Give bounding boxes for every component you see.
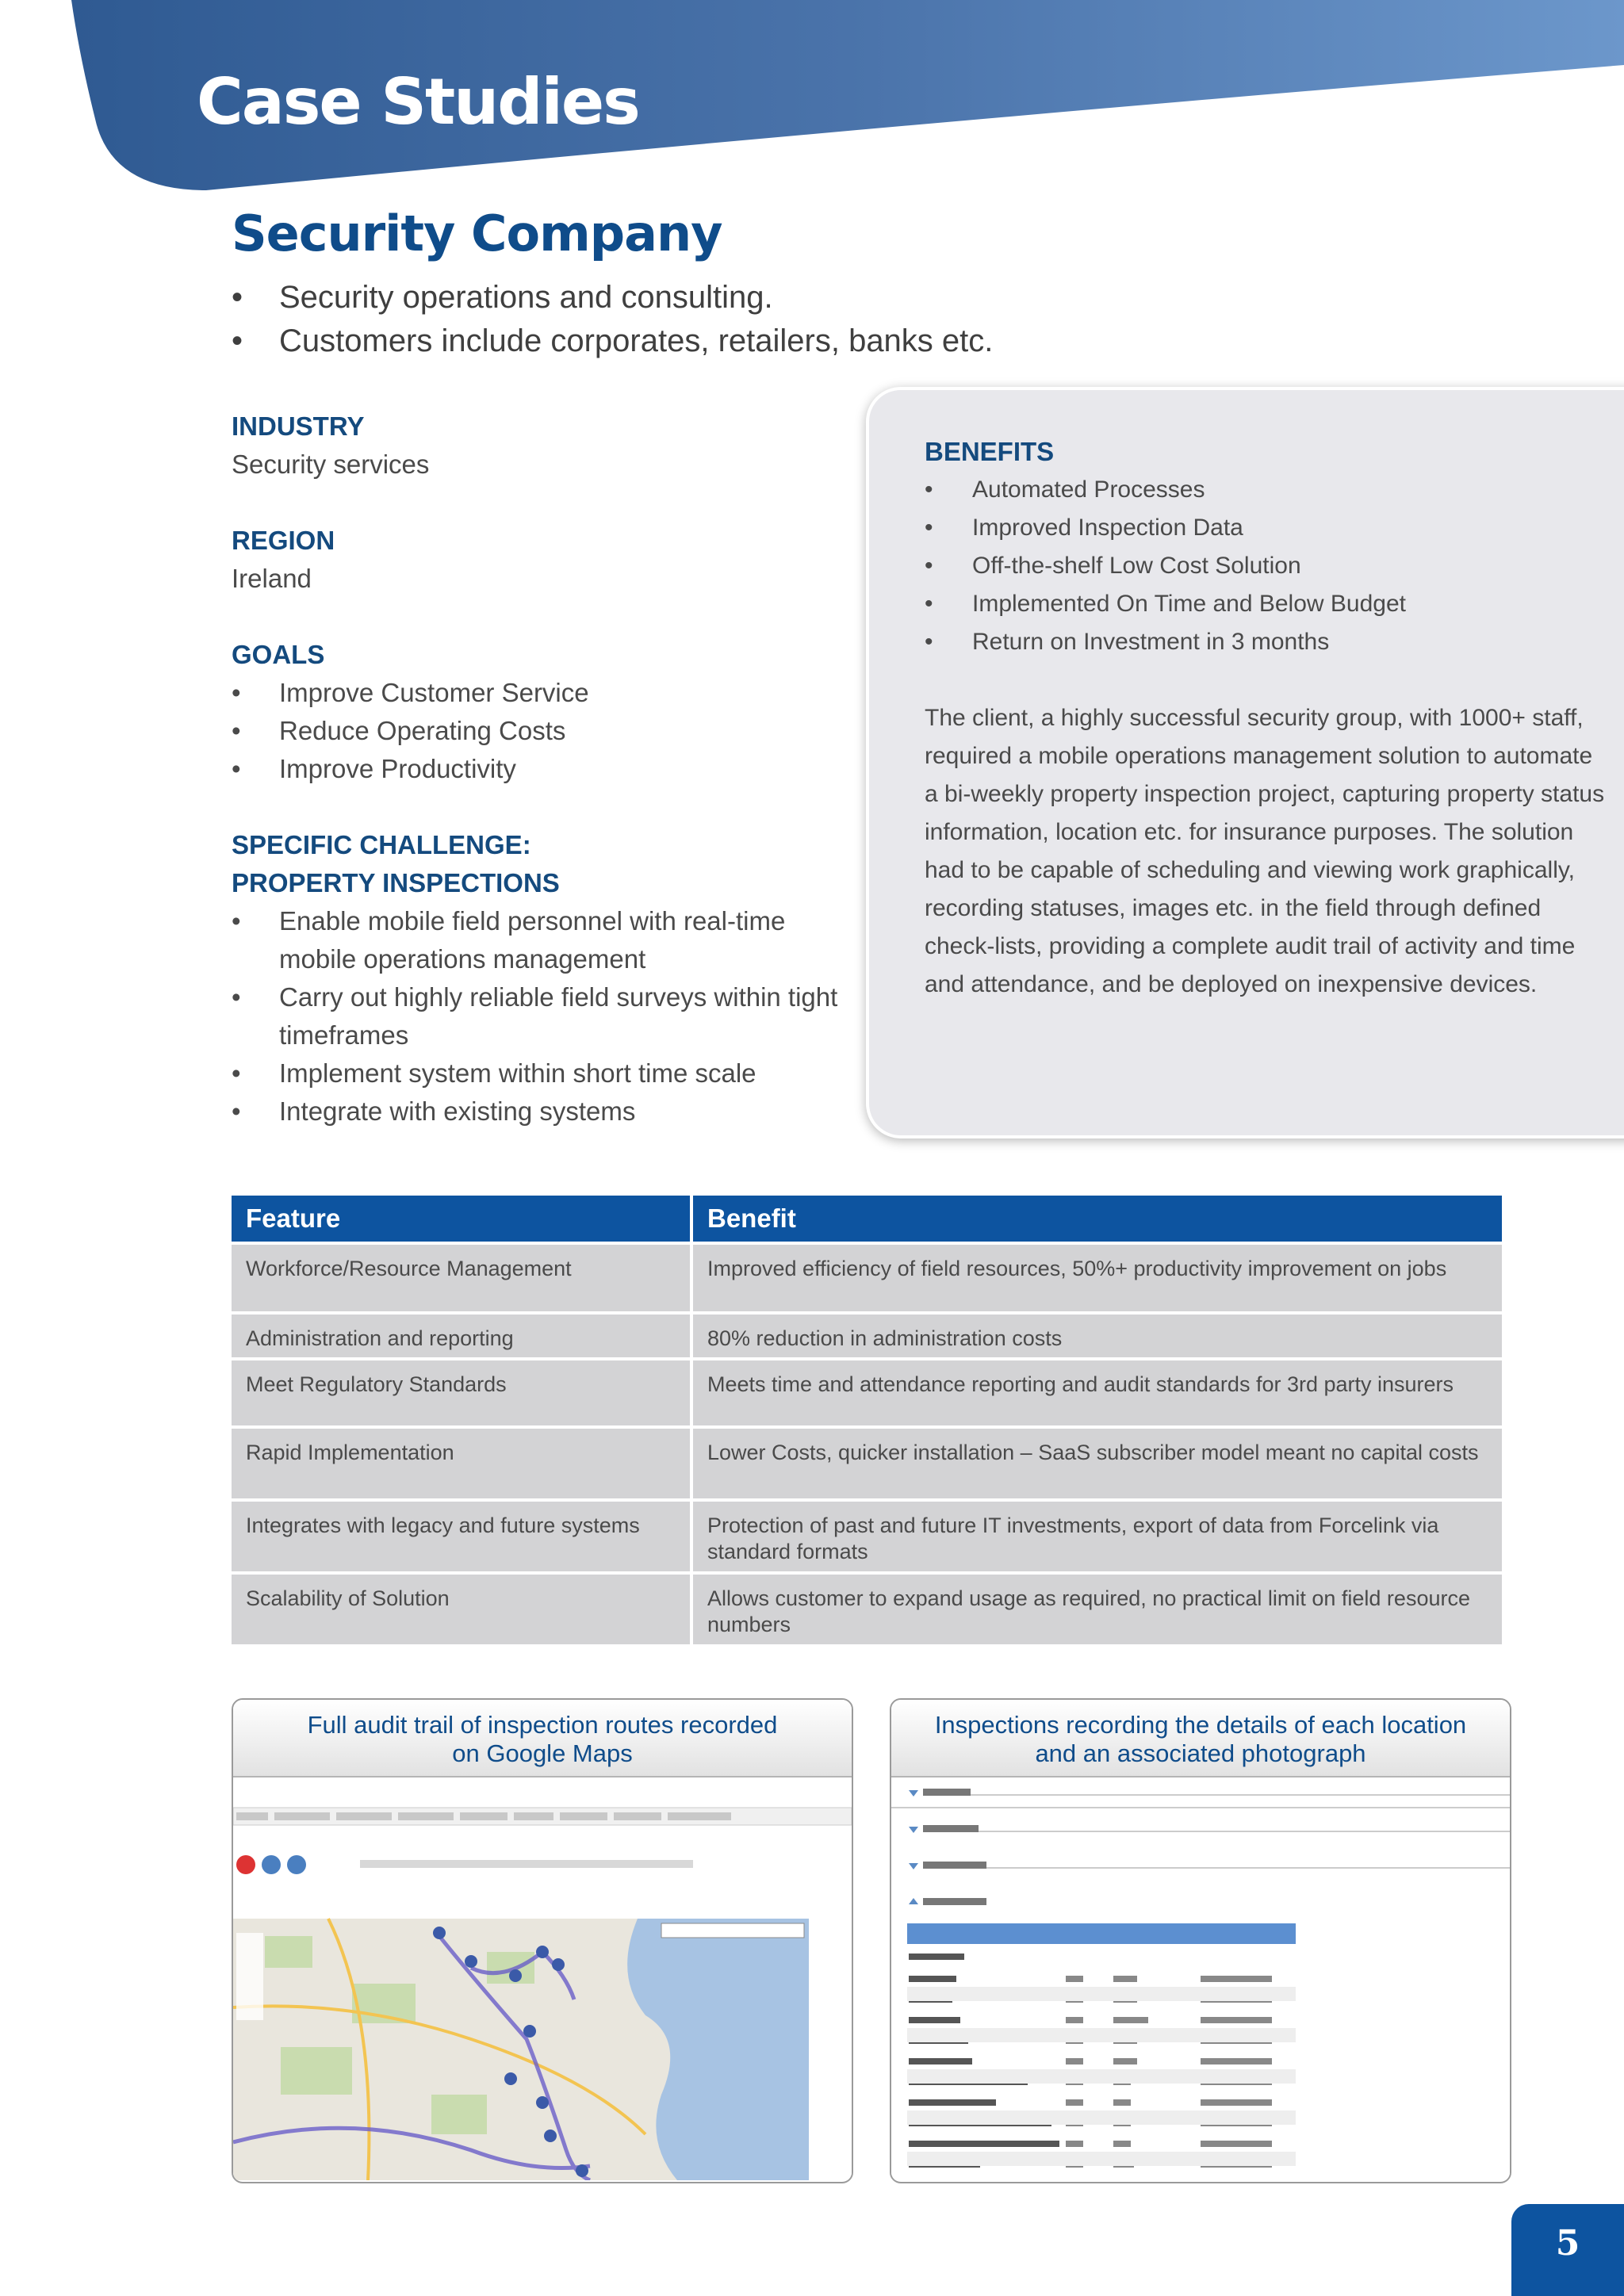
- intro-list: [232, 276, 993, 363]
- benefit-item: • Return on Investment in 3 months: [925, 623, 1607, 661]
- table-cell-benefit: 80% reduction in administration costs: [693, 1314, 1502, 1357]
- company-title: Security Company: [232, 205, 722, 262]
- table-header-benefit: Benefit: [693, 1196, 1502, 1242]
- page-number: 5: [1511, 2204, 1624, 2296]
- challenge-item: • Implement system within short time scale: [232, 1054, 858, 1093]
- inspection-screenshot-image: [891, 1777, 1510, 2180]
- table-cell-feature: Integrates with legacy and future systems: [232, 1502, 690, 1571]
- industry-value: Security services: [232, 450, 430, 479]
- table-row: [232, 1429, 1502, 1498]
- map-caption-line2: on Google Maps: [452, 1739, 633, 1767]
- table-cell-feature: Workforce/Resource Management: [232, 1245, 690, 1311]
- goals-heading: GOALS: [232, 640, 325, 669]
- left-column: [232, 408, 858, 1131]
- feature-benefit-table: [228, 1192, 1505, 1647]
- benefit-item: • Implemented On Time and Below Budget: [925, 585, 1607, 623]
- table-row: [232, 1360, 1502, 1425]
- map-caption-line1: Full audit trail of inspection routes recorded: [307, 1711, 778, 1739]
- map-caption: [233, 1700, 852, 1777]
- table-cell-benefit: Allows customer to expand usage as required, no practical limit on field resource numbers: [693, 1575, 1502, 1644]
- table-cell-benefit: Improved efficiency of field resources, 50%+ productivity improvement on jobs: [693, 1245, 1502, 1311]
- goal-item: • Reduce Operating Costs: [232, 712, 858, 750]
- challenge-subheading: PROPERTY INSPECTIONS: [232, 868, 560, 897]
- goals-list: [232, 674, 858, 788]
- inspection-screenshot-panel: [890, 1698, 1511, 2183]
- benefits-paragraph: The client, a highly successful security group, with 1000+ staff, required a mobile operations management solution to automate a bi-weekly property inspection project, capturing property status information, location etc. for insurance purposes. The solution had to be capable of scheduling and viewing work graphically, recording statuses, images etc. in the field through defined check-lists, providing a complete audit trail of activity and time and attendance, and be deployed on inexpensive devices.: [925, 705, 1605, 997]
- table-row: [232, 1502, 1502, 1571]
- map-screenshot-image: [233, 1777, 852, 2180]
- inspection-caption-line2: and an associated photograph: [1035, 1739, 1366, 1767]
- region-value: Ireland: [232, 564, 312, 593]
- benefit-item: • Automated Processes: [925, 471, 1607, 509]
- inspection-caption-line1: Inspections recording the details of each location: [934, 1711, 1467, 1739]
- inspection-caption: [891, 1700, 1510, 1777]
- benefits-content: [925, 433, 1607, 1004]
- goal-item: • Improve Customer Service: [232, 674, 858, 712]
- table-cell-benefit: Meets time and attendance reporting and audit standards for 3rd party insurers: [693, 1360, 1502, 1425]
- table-header-row: [232, 1196, 1502, 1242]
- table-row: [232, 1575, 1502, 1644]
- intro-item: • Customers include corporates, retailers, banks etc.: [232, 320, 993, 363]
- challenge-item: • Carry out highly reliable field surveys within tight timeframes: [232, 978, 858, 1054]
- goal-item: • Improve Productivity: [232, 750, 858, 788]
- challenge-heading: SPECIFIC CHALLENGE:: [232, 830, 531, 859]
- intro-item: • Security operations and consulting.: [232, 276, 993, 320]
- benefit-item: • Improved Inspection Data: [925, 509, 1607, 547]
- table-header-feature: Feature: [232, 1196, 690, 1242]
- table-cell-feature: Scalability of Solution: [232, 1575, 690, 1644]
- industry-heading: INDUSTRY: [232, 411, 365, 441]
- challenge-item: • Enable mobile field personnel with real-time mobile operations management: [232, 902, 858, 978]
- region-heading: REGION: [232, 526, 335, 555]
- benefits-list: [925, 471, 1607, 661]
- table-cell-feature: Rapid Implementation: [232, 1429, 690, 1498]
- table-cell-benefit: Lower Costs, quicker installation – SaaS subscriber model meant no capital costs: [693, 1429, 1502, 1498]
- page-header-title: Case Studies: [197, 65, 639, 139]
- table-cell-benefit: Protection of past and future IT investments, export of data from Forcelink via standard formats: [693, 1502, 1502, 1571]
- benefit-item: • Off-the-shelf Low Cost Solution: [925, 547, 1607, 585]
- table-cell-feature: Administration and reporting: [232, 1314, 690, 1357]
- map-screenshot-panel: [232, 1698, 853, 2183]
- challenge-list: [232, 902, 858, 1131]
- challenge-item: • Integrate with existing systems: [232, 1093, 858, 1131]
- table-cell-feature: Meet Regulatory Standards: [232, 1360, 690, 1425]
- table-row: [232, 1314, 1502, 1357]
- benefits-heading: BENEFITS: [925, 437, 1055, 466]
- table-row: [232, 1245, 1502, 1311]
